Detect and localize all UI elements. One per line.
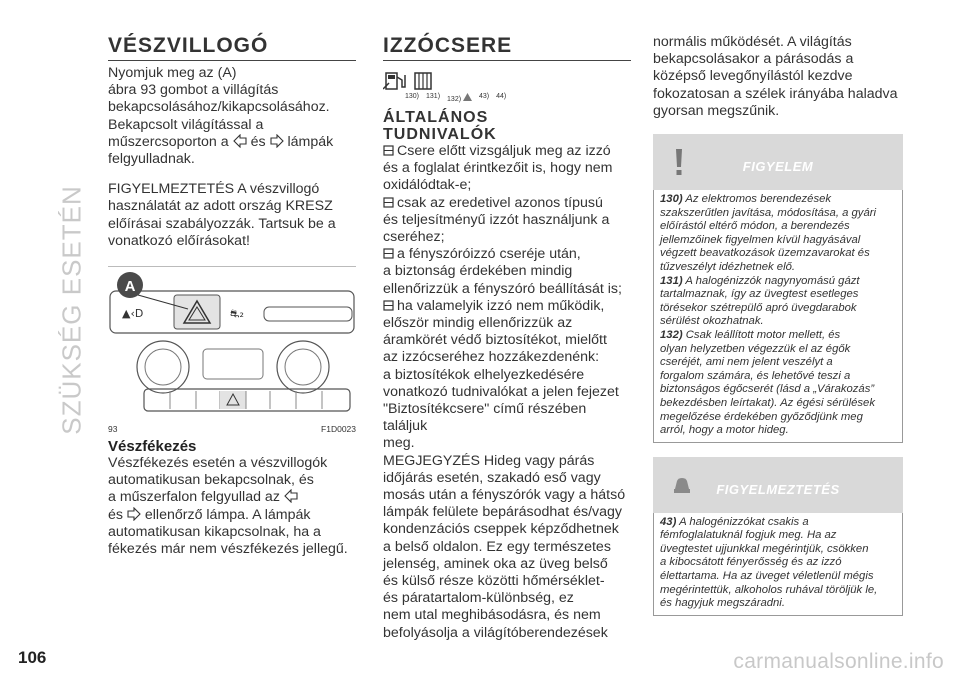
text-line: lámpák felülete bepárásodhat és/vagy	[383, 504, 622, 521]
text-line: ellenőrizzük a fényszóró beállítását is;	[383, 280, 622, 297]
caution-box-header	[653, 457, 903, 513]
text-line: bekapcsolásakor a párásodás a	[653, 51, 854, 68]
text-line: bekapcsolásához/kikapcsolásához.	[108, 99, 330, 116]
emergency-braking-paragraph	[108, 455, 356, 558]
manual-book-icon	[412, 71, 434, 91]
column-3	[653, 34, 903, 616]
note-line: szakszerűtlen javítása, módosítása, a gyári	[660, 206, 876, 219]
fuel-pump-icon	[383, 71, 409, 91]
text-line: a biztosítékok elhelyezkedésére	[383, 366, 585, 383]
reference-row	[405, 93, 631, 103]
text-line: időjárás esetén, szakadó eső vagy	[383, 469, 601, 486]
note-ref: 132)	[660, 328, 683, 341]
text-line: áramkörét védő biztosítékot, mielőtt	[383, 332, 607, 349]
side-title-text: SZÜKSÉG ESETÉN	[56, 185, 87, 435]
text-line: normális működését. A világítás	[653, 34, 852, 50]
bullet-box-icon	[383, 248, 394, 259]
text-line: fokozatosan a szélek irányába haladva	[653, 85, 898, 102]
bulb-info-paragraph	[383, 143, 631, 642]
note-line: üvegtestet ujjunkkal megérintjük, csökken	[660, 542, 869, 555]
warning-box-body	[653, 190, 903, 443]
note-line: végzett beavatkozások üzemzavarokat és	[660, 247, 870, 260]
figure-callout-a: A	[124, 278, 136, 296]
note-line: A halogénizzók nagynyomású gázt	[685, 274, 860, 287]
dashboard-figure	[108, 266, 356, 435]
caution-box-body	[653, 513, 903, 616]
text-line: a belső oldalon. Ez egy természetes	[383, 538, 611, 555]
text-line: műszercsoporton a	[108, 133, 229, 150]
text-line: Nyomjuk meg az (A)	[108, 65, 237, 81]
text-line: a biztonság érdekében mindig	[383, 263, 573, 280]
warning-box-header	[653, 134, 903, 190]
text-line: fékezés már nem vészfékezés jellegű.	[108, 541, 348, 558]
text-line: Bekapcsolt világítással a	[108, 116, 264, 133]
text-line: középső levegőnyílástól kezdve	[653, 68, 853, 85]
hazard-lights-heading: VÉSZVILLOGÓ	[108, 34, 356, 61]
note-line: jellemzőinek figyelmen kívül hagyásával	[660, 233, 861, 246]
turn-right-arrow-icon	[270, 134, 284, 148]
note-line: biztonságos égőcserét (lásd a „Várakozás”	[660, 383, 875, 396]
text-line: kondenzációs cseppek képződhetnek	[383, 521, 619, 538]
caution-box-title: FIGYELMEZTETÉS	[716, 481, 840, 497]
warning-triangle-icon	[463, 93, 472, 101]
bullet-box-icon	[383, 145, 394, 156]
note-line: A halogénizzókat csakis a	[679, 515, 809, 528]
text-line: csak az eredetivel azonos típusú	[397, 194, 603, 211]
text-line: használatát az adott ország KRESZ	[108, 198, 333, 215]
turn-right-arrow-icon	[127, 507, 141, 521]
text-line: ha valamelyik izzó nem működik,	[397, 297, 605, 314]
text-line: először mindig ellenőrizzük az	[383, 315, 573, 332]
text-line: gyorsan megszűnik.	[653, 102, 780, 119]
section-side-title	[52, 30, 92, 590]
note-line: olyan helyzetben végezzük el az égők	[660, 342, 851, 355]
text-line: ÁLTALÁNOS	[383, 109, 489, 126]
text-line: FIGYELMEZTETÉS A vészvillogó	[108, 181, 320, 198]
dashboard-illustration	[108, 267, 356, 417]
text-line: lámpák	[287, 133, 334, 150]
text-line: jelenség, aminek oka az üveg belső	[383, 555, 608, 572]
text-line: és	[108, 506, 123, 523]
ref-131: 131)	[426, 93, 441, 100]
svg-text:▲‹D: ▲‹D	[122, 307, 144, 321]
note-line: törésekor szétrepülő apró üvegdarabok	[660, 301, 857, 314]
text-line: ellenőrző lámpa. A lámpák	[144, 506, 311, 523]
text-line: a fényszóróizzó cseréje után,	[397, 246, 581, 263]
text-line: automatikusan bekapcsolnak, és	[108, 472, 314, 489]
text-line: mosás után a fényszórók vagy a hátsó	[383, 487, 626, 504]
note-line: forgalom számára, és lehetővé teszi a	[660, 369, 851, 382]
text-line: TUDNIVALÓK	[383, 126, 497, 143]
text-line: MEGJEGYZÉS Hideg vagy párás	[383, 452, 595, 469]
column-2	[383, 34, 631, 642]
turn-left-arrow-icon	[284, 489, 298, 503]
ref-132-group	[447, 93, 472, 103]
text-line: vonatkozó tudnivalókat a jelen fejezet	[383, 383, 619, 400]
text-line: nem utal meghibásodásra, és nem	[383, 607, 601, 624]
note-line: előírástól eltérő módon, a berendezés	[660, 220, 850, 233]
note-line: tartalmaznak, így az üvegtest esetleges	[660, 288, 859, 301]
text-line: előírásai szabályozzák. Tartsuk be a	[108, 215, 336, 232]
emergency-braking-heading: Vészfékezés	[108, 438, 197, 456]
text-line: vonatkozó előírásokat!	[108, 232, 250, 249]
text-line: cseréhez;	[383, 229, 445, 246]
page-number: 106	[18, 648, 47, 667]
bulb-info-continued	[653, 34, 903, 120]
text-line: ábra 93 gombot a villágítás	[108, 82, 279, 99]
text-line: befolyásolja a világítóberendezések	[383, 624, 608, 641]
text-line: és teljesítményű izzót használjunk a	[383, 211, 610, 228]
turn-left-arrow-icon	[233, 134, 247, 148]
general-info-heading	[383, 109, 631, 143]
ref-132: 132)	[447, 96, 462, 103]
bulb-replacement-heading: IZZÓCSERE	[383, 34, 631, 61]
note-line: és hagyjuk megszáradni.	[660, 597, 785, 610]
text-line: felgyulladnak.	[108, 151, 195, 168]
text-line: automatikusan kikapcsolnak, ha a	[108, 523, 321, 540]
note-line: sérülést okozhatnak.	[660, 315, 764, 328]
note-line: Csak leállított motor mellett, és	[685, 328, 841, 341]
column-1	[108, 34, 356, 558]
note-line: a kibocsátott fényerősség és az izzó	[660, 556, 842, 569]
text-line: az izzócseréhez hozzákezdenénk:	[383, 349, 600, 366]
note-line: arról, hogy a motor hideg.	[660, 424, 789, 437]
icon-row	[383, 71, 631, 91]
text-line: és külső része közötti hőmérséklet-	[383, 573, 605, 590]
ref-44: 44)	[496, 93, 507, 100]
svg-text:⛐₂: ⛐₂	[230, 307, 244, 321]
bullet-box-icon	[383, 197, 394, 208]
note-ref: 43)	[660, 515, 677, 528]
hazard-paragraph-1	[108, 65, 356, 168]
note-ref: 130)	[660, 193, 683, 206]
note-line: megelőzése érdekében győződjünk meg	[660, 410, 863, 423]
note-line: fémfoglalatuknál fogjuk meg. Ha az	[660, 529, 837, 542]
note-line: tűzveszélyt idézhetnek elő.	[660, 260, 796, 273]
note-line: cseréjét, ami nem jelent veszélyt a	[660, 356, 833, 369]
note-ref: 131)	[660, 274, 683, 287]
text-line: meg.	[383, 435, 415, 452]
figure-code: F1D0023	[321, 424, 356, 435]
note-line: Az elektromos berendezések	[685, 193, 832, 206]
ref-43: 43)	[479, 93, 490, 100]
watermark: carmanualsonline.info	[733, 650, 944, 673]
text-line: Vészfékezés esetén a vészvillogók	[108, 455, 328, 472]
figure-caption	[108, 424, 356, 434]
text-line: és a foglalat érintkezőit is, hogy nem	[383, 160, 613, 177]
text-line: és páratartalom-különbség, ez	[383, 590, 574, 607]
warning-box-title: FIGYELEM	[742, 159, 814, 175]
text-line: és	[250, 133, 266, 150]
text-line: oxidálódtak-e;	[383, 177, 472, 194]
note-line: élettartama. Ha az üveget véletlenül mégis	[660, 570, 874, 583]
ref-130: 130)	[405, 93, 420, 100]
note-line: bekezdésben leírtakat). Az égési sérülések	[660, 396, 875, 409]
note-line: megérintettük, alkoholos ruhával töröljük le,	[660, 583, 878, 596]
hazard-paragraph-2	[108, 181, 356, 250]
text-line: Csere előtt vizsgáljuk meg az izzó	[397, 143, 611, 159]
text-line: "Biztosítékcsere" című részében találjuk	[383, 401, 587, 435]
text-line: a műszerfalon felgyullad az	[108, 489, 280, 506]
figure-number: 93	[108, 424, 118, 435]
bullet-box-icon	[383, 300, 394, 311]
